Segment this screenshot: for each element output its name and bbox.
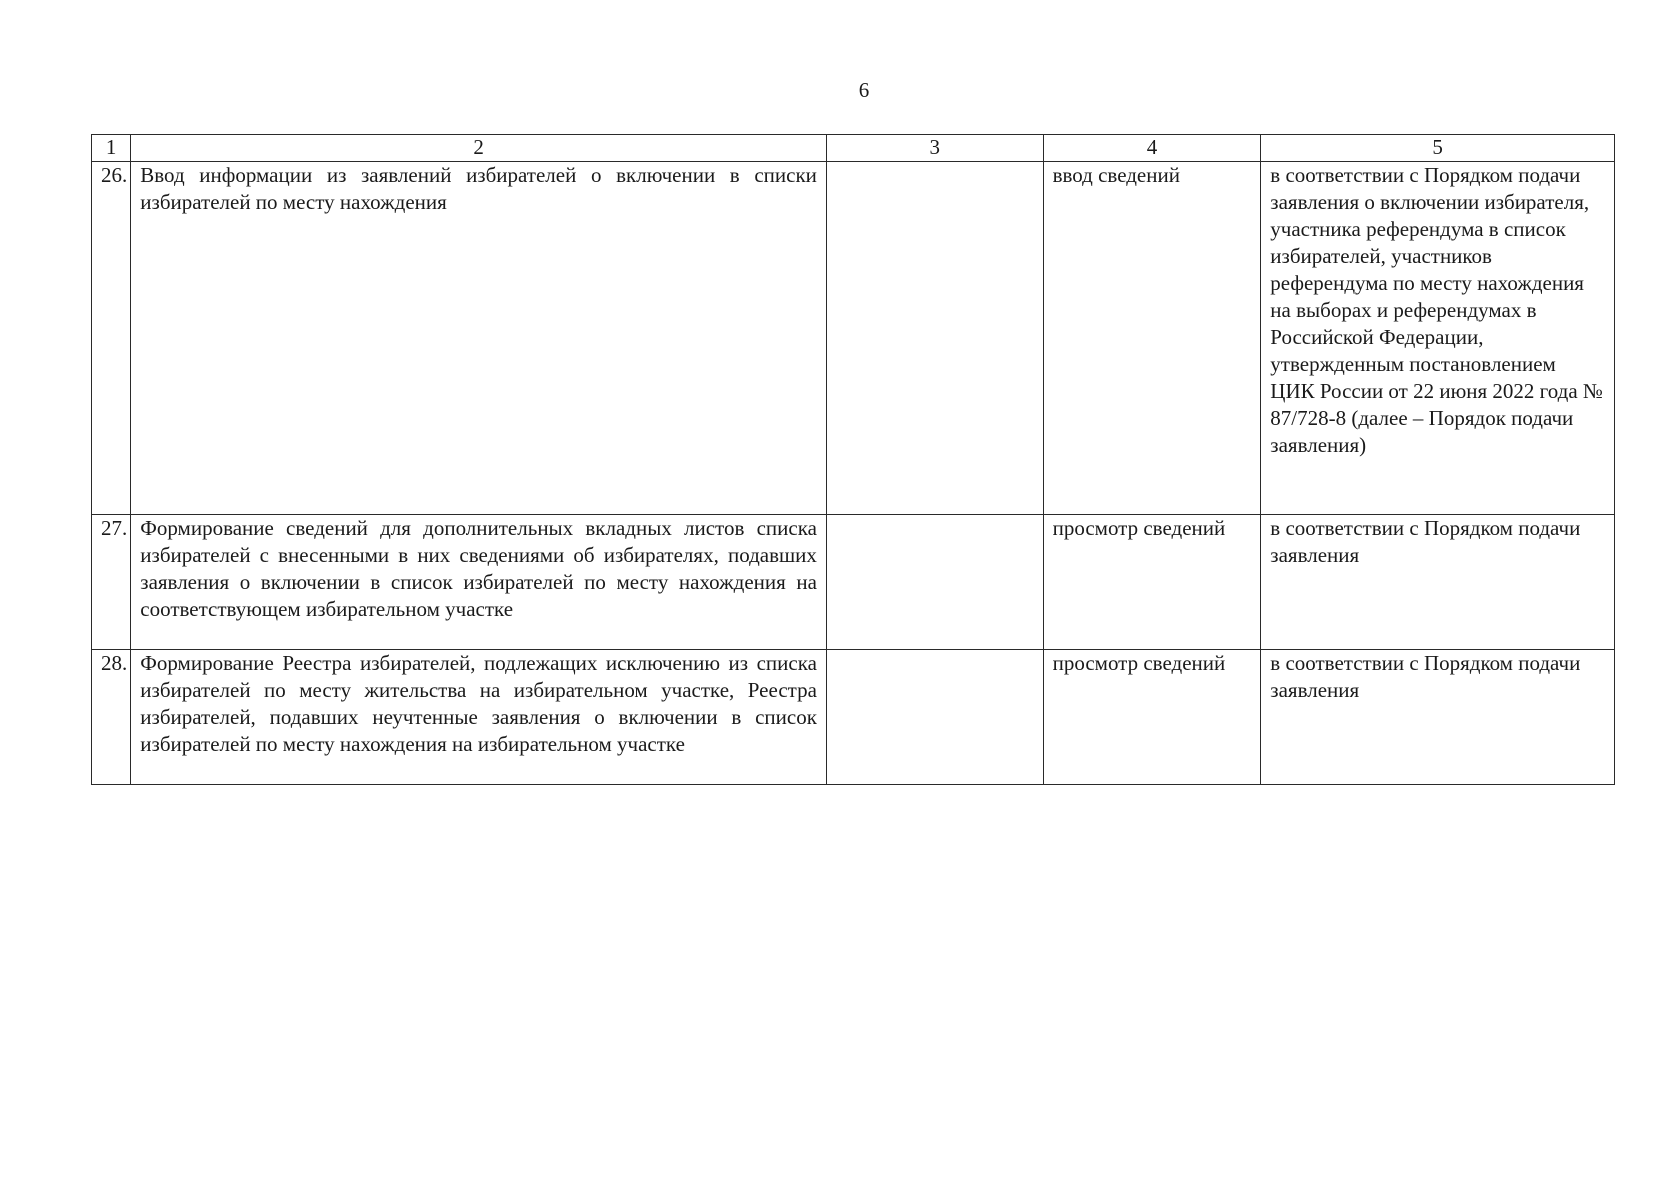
table-row [92,515,1615,650]
row-description: Формирование Реестра избирателей, подлежащих исключению из списка избирателей по месту жительства на избирательном участке, Реестра избирателей, подавших неучтенные заявления о включении в список избирателей по месту нахождения на избирательном участке [131,650,827,785]
requirements-table [91,134,1615,785]
row-number: 26. [92,162,131,515]
row-col3 [826,515,1043,650]
row-description: Ввод информации из заявлений избирателей о включении в списки избирателей по месту нахождения [131,162,827,515]
page-number: 6 [858,78,870,102]
column-header-2: 2 [131,135,827,162]
row-number: 28. [92,650,131,785]
table-row [92,162,1615,515]
row-action: просмотр сведений [1043,515,1261,650]
row-basis: в соответствии с Порядком подачи заявления [1261,650,1615,785]
table-header-row [92,135,1615,162]
row-col3 [826,650,1043,785]
row-action: просмотр сведений [1043,650,1261,785]
column-header-4: 4 [1043,135,1261,162]
row-action: ввод сведений [1043,162,1261,515]
column-header-3: 3 [826,135,1043,162]
row-basis: в соответствии с Порядком подачи заявления о включении избирателя, участника референдума в список избирателей, участников референдума по месту нахождения на выборах и референдумах в Российской Федерации, утвержденным постановлением ЦИК России от 22 июня 2022 года № 87/728-8 (далее – Порядок подачи заявления) [1261,162,1615,515]
column-header-1: 1 [92,135,131,162]
row-description: Формирование сведений для дополнительных вкладных листов списка избирателей с внесенными в них сведениями об избирателях, подавших заявления о включении в список избирателей по месту нахождения на соответствующем избирательном участке [131,515,827,650]
column-header-5: 5 [1261,135,1615,162]
row-col3 [826,162,1043,515]
row-number: 27. [92,515,131,650]
row-basis: в соответствии с Порядком подачи заявления [1261,515,1615,650]
table-row [92,650,1615,785]
